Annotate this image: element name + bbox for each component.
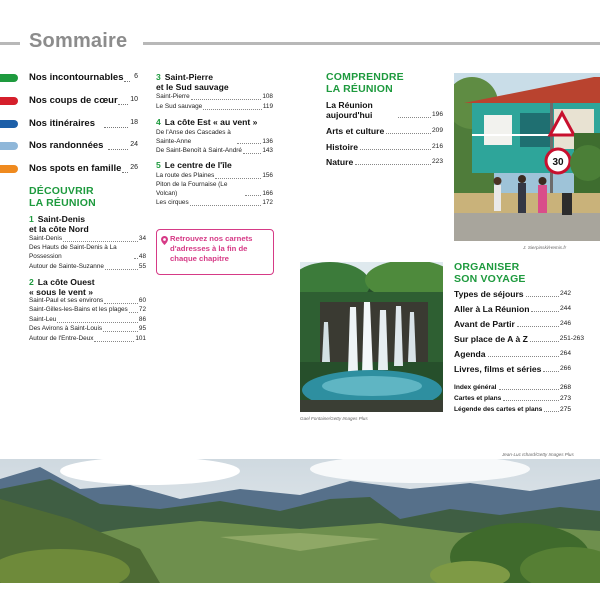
section-heading-organiser: ORGANISER SON VOYAGE (454, 261, 526, 285)
cirque-panorama-photo (0, 459, 600, 583)
chapter-4-title: 4 La côte Est « au vent » (156, 117, 258, 127)
chapter-3-title: 3 Saint-Pierre et le Sud sauvage (156, 72, 229, 92)
section-heading-comprendre: COMPRENDRE LA RÉUNION (326, 71, 404, 95)
toc-entry[interactable]: Histoire 216 (326, 142, 443, 152)
toc-entry[interactable]: Saint-Paul et ses environs 60 (29, 297, 146, 304)
quick-link-incontournables[interactable]: Nos incontournables 6 (0, 72, 138, 86)
toc-entry[interactable]: De Saint-Benoît à Saint-André 143 (156, 147, 273, 154)
address-book-callout: Retrouvez nos carnets d'adresses à la fin de chaque chapitre (156, 229, 274, 275)
toc-entry[interactable]: Saint-Pierre 108 (156, 93, 273, 100)
toc-entry[interactable]: Autour de l'Entre-Deux 101 (29, 335, 146, 342)
chapter-1-title: 1 Saint-Denis et la côte Nord (29, 214, 89, 234)
chapter-2-title: 2 La côte Ouest « sous le vent » (29, 277, 95, 297)
color-tab-lightblue (0, 142, 18, 150)
toc-entry[interactable]: Des Avirons à Saint-Louis 95 (29, 325, 146, 332)
toc-entry[interactable]: La route des Plaines 156 (156, 172, 273, 179)
color-tab-green (0, 74, 18, 82)
toc-entry[interactable]: Nature 223 (326, 157, 443, 167)
page-title: Sommaire (29, 30, 128, 52)
toc-entry[interactable]: Cartes et plans 273 (454, 395, 571, 402)
toc-entry[interactable]: Saint-Leu 86 (29, 316, 146, 323)
toc-entry[interactable]: Types de séjours 242 (454, 289, 571, 299)
toc-entry[interactable]: Avant de Partir 246 (454, 319, 571, 329)
color-tab-red (0, 97, 18, 105)
quick-link-randonnees[interactable]: Nos randonnées 24 (0, 140, 138, 154)
quick-link-spots-famille[interactable]: Nos spots en famille 26 (0, 163, 138, 177)
photo-credit: Gael Fontaine/Getty Images Plus (300, 416, 368, 421)
toc-entry[interactable]: Piton de la Fournaise (Le Volcan) 166 (156, 181, 273, 197)
header-rule-left (0, 42, 20, 45)
toc-entry[interactable]: La Réunion aujourd'hui 196 (326, 100, 443, 120)
color-tab-orange (0, 165, 18, 173)
toc-entry[interactable]: Le Sud sauvage 119 (156, 103, 273, 110)
toc-entry[interactable]: Aller à La Réunion 244 (454, 304, 571, 314)
toc-entry[interactable]: Sur place de A à Z 251-263 (454, 334, 584, 344)
toc-entry[interactable]: Livres, films et séries 266 (454, 364, 571, 374)
toc-entry[interactable]: Saint-Gilles-les-Bains et les plages 72 (29, 306, 146, 313)
toc-entry[interactable]: Agenda 264 (454, 349, 571, 359)
quick-link-coups-de-coeur[interactable]: Nos coups de cœur 10 (0, 95, 138, 109)
photo-credit: J. Sierpinski/Hemis.fr (523, 245, 567, 250)
speed-limit-text: 30 (552, 157, 564, 168)
map-pin-icon (161, 236, 168, 245)
toc-entry[interactable]: Des Hauts de Saint-Denis à La Possession 48 (29, 244, 146, 260)
toc-entry[interactable]: Index général 268 (454, 384, 571, 391)
toc-entry[interactable]: De l'Anse des Cascades à Sainte-Anne 136 (156, 129, 273, 145)
quick-link-itineraires[interactable]: Nos itinéraires 18 (0, 118, 138, 132)
photo-credit: Jean-Luc Ichard/Getty Images Plus (502, 452, 574, 457)
section-heading-decouvrir: DÉCOUVRIR LA RÉUNION (29, 185, 96, 209)
toc-entry[interactable]: Légende des cartes et plans 275 (454, 406, 571, 413)
toc-entry[interactable]: Saint-Denis 34 (29, 235, 146, 242)
waterfall-photo (300, 262, 443, 412)
chapter-5-title: 5 Le centre de l'île (156, 160, 232, 170)
toc-entry[interactable]: Arts et culture 209 (326, 126, 443, 136)
header-rule-right (143, 42, 600, 45)
street-scene-photo (454, 73, 600, 241)
toc-entry[interactable]: Autour de Sainte-Suzanne 55 (29, 263, 146, 270)
color-tab-blue (0, 120, 18, 128)
toc-entry[interactable]: Les cirques 172 (156, 199, 273, 206)
